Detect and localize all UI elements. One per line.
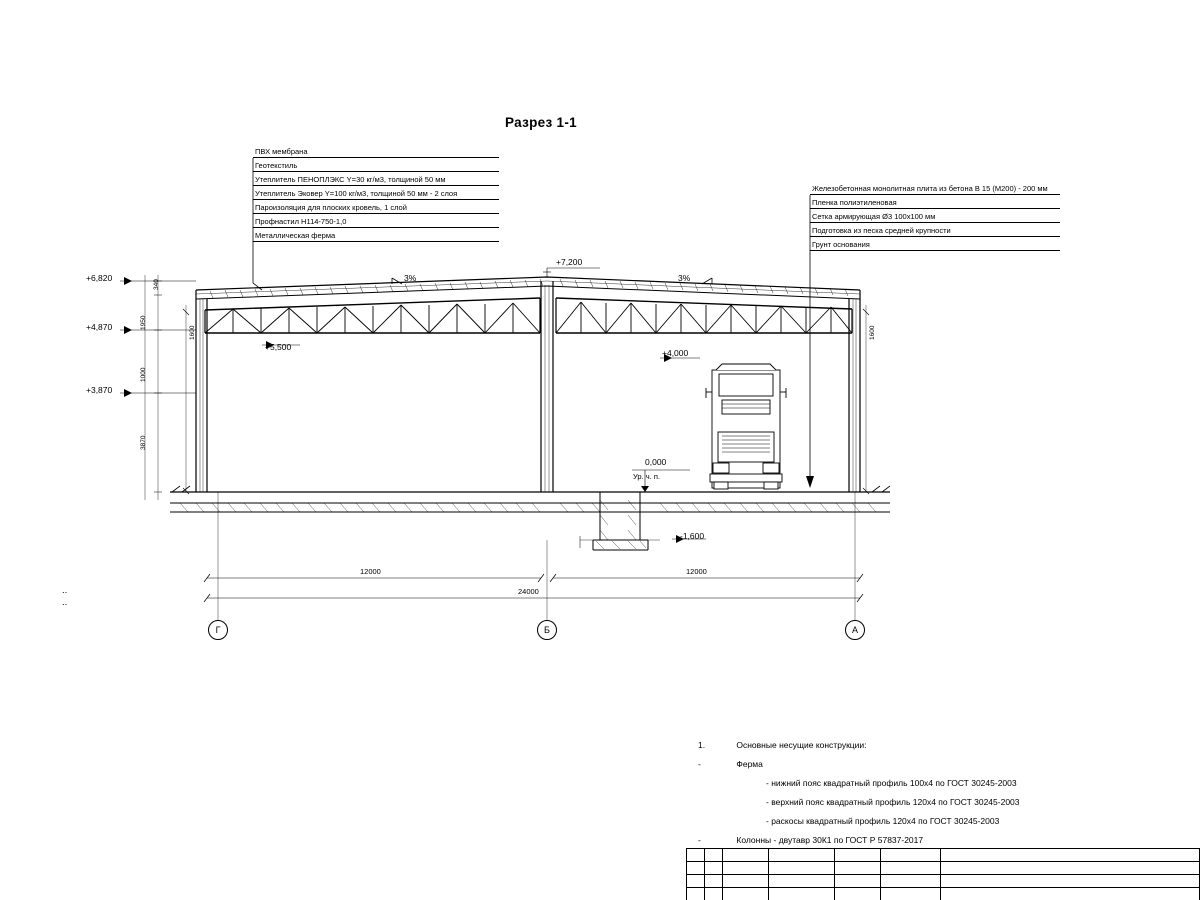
vdim-1000: 1000 bbox=[140, 367, 147, 382]
stamp-cell bbox=[705, 888, 723, 900]
margin-mark-2: .. bbox=[62, 597, 68, 608]
level-mark-6820: +6,820 bbox=[86, 273, 113, 283]
total-dim: 24000 bbox=[518, 587, 539, 596]
note-dash: - bbox=[698, 835, 701, 845]
stamp-cell bbox=[687, 888, 705, 900]
level-mark-4870: +4,870 bbox=[86, 322, 113, 332]
title-block-stamp bbox=[686, 848, 1200, 900]
note-truss-label: Ферма bbox=[736, 759, 763, 769]
level-mark-7200: +7,200 bbox=[556, 257, 583, 267]
axis-bubble-g: Г bbox=[208, 620, 228, 640]
stamp-cell bbox=[941, 849, 1200, 862]
span-dim-right: 12000 bbox=[686, 567, 707, 576]
wall-dim-left-1600: 1600 bbox=[189, 325, 196, 340]
stamp-row bbox=[687, 862, 1200, 875]
floor-spec-label: Грунт основания bbox=[812, 240, 870, 249]
note-truss-item: - верхний пояс квадратный профиль 120х4 по ГОСТ 30245-2003 bbox=[766, 797, 1020, 807]
roof-spec-label: Профнастил Н114-750-1,0 bbox=[255, 217, 347, 226]
roof-spec-label: ПВХ мембрана bbox=[255, 147, 308, 156]
stamp-cell bbox=[881, 888, 941, 900]
roof-spec-label: Пароизоляция для плоских кровель, 1 слой bbox=[255, 203, 407, 212]
note-truss-item: - раскосы квадратный профиль 120х4 по ГОСТ 30245-2003 bbox=[766, 816, 1000, 826]
stamp-row bbox=[687, 849, 1200, 862]
axis-bubble-a: А bbox=[845, 620, 865, 640]
span-dim-left: 12000 bbox=[360, 567, 381, 576]
stamp-cell bbox=[723, 849, 769, 862]
slope-label-right: 3% bbox=[678, 273, 691, 283]
floor-spec-label: Подготовка из песка средней крупности bbox=[812, 226, 951, 235]
note-dash: - bbox=[698, 759, 701, 769]
roof-spec-label: Металлическая ферма bbox=[255, 231, 336, 240]
stamp-cell bbox=[769, 875, 835, 888]
stamp-cell bbox=[835, 888, 881, 900]
wall-dim-right-1600: 1600 bbox=[869, 325, 876, 340]
stamp-cell bbox=[687, 849, 705, 862]
note-columns-label: Колонны - двутавр 30К1 по ГОСТ Р 57837-2017 bbox=[736, 835, 924, 845]
stamp-cell bbox=[723, 888, 769, 900]
stamp-cell bbox=[705, 862, 723, 875]
stamp-cell bbox=[941, 875, 1200, 888]
stamp-cell bbox=[835, 862, 881, 875]
stamp-cell bbox=[705, 849, 723, 862]
level-mark-minus1600: -1,600 bbox=[680, 531, 705, 541]
level-mark-5500: +5,500 bbox=[265, 342, 292, 352]
stamp-cell bbox=[835, 849, 881, 862]
stamp-cell bbox=[769, 862, 835, 875]
level-note-finished-floor: Ур. ч. п. bbox=[633, 472, 660, 481]
stamp-cell bbox=[835, 875, 881, 888]
stamp-row bbox=[687, 888, 1200, 900]
stamp-cell bbox=[941, 862, 1200, 875]
stamp-cell bbox=[723, 862, 769, 875]
note-heading: Основные несущие конструкции: bbox=[736, 740, 867, 750]
stamp-cell bbox=[769, 888, 835, 900]
level-mark-0000: 0,000 bbox=[645, 457, 667, 467]
stamp-cell bbox=[769, 849, 835, 862]
stamp-cell bbox=[705, 875, 723, 888]
stamp-cell bbox=[881, 849, 941, 862]
slope-label-left: 3% bbox=[404, 273, 417, 283]
notes-block bbox=[698, 740, 1020, 854]
stamp-cell bbox=[687, 875, 705, 888]
vdim-340: 340 bbox=[153, 279, 160, 290]
page-title: Разрез 1-1 bbox=[505, 115, 577, 130]
stamp-cell bbox=[723, 875, 769, 888]
floor-spec-label: Сетка армирующая Ø3 100х100 мм bbox=[812, 212, 936, 221]
roof-spec-label: Геотекстиль bbox=[255, 161, 298, 170]
floor-spec-label: Пленка полиэтиленовая bbox=[812, 198, 897, 207]
vdim-3870: 3870 bbox=[140, 435, 147, 450]
stamp-cell bbox=[881, 875, 941, 888]
note-number: 1. bbox=[698, 740, 706, 750]
stamp-cell bbox=[687, 862, 705, 875]
floor-spec-label: Железобетонная монолитная плита из бетона В 15 (М200) - 200 мм bbox=[812, 184, 1048, 193]
roof-spec-label: Утеплитель ПЕНОПЛЭКС Y=30 кг/м3, толщиной 50 мм bbox=[255, 175, 446, 184]
vdim-1950: 1950 bbox=[140, 315, 147, 330]
axis-bubble-b: Б bbox=[537, 620, 557, 640]
level-mark-3870: +3,870 bbox=[86, 385, 113, 395]
stamp-cell bbox=[881, 862, 941, 875]
stamp-row bbox=[687, 875, 1200, 888]
stamp-cell bbox=[941, 888, 1200, 900]
level-mark-4000: +4,000 bbox=[662, 348, 689, 358]
roof-spec-label: Утеплитель Эковер Y=100 кг/м3, толщиной 50 мм - 2 слоя bbox=[255, 189, 458, 198]
margin-mark-1: .. bbox=[62, 585, 68, 596]
note-truss-item: - нижний пояс квадратный профиль 100х4 по ГОСТ 30245-2003 bbox=[766, 778, 1017, 788]
